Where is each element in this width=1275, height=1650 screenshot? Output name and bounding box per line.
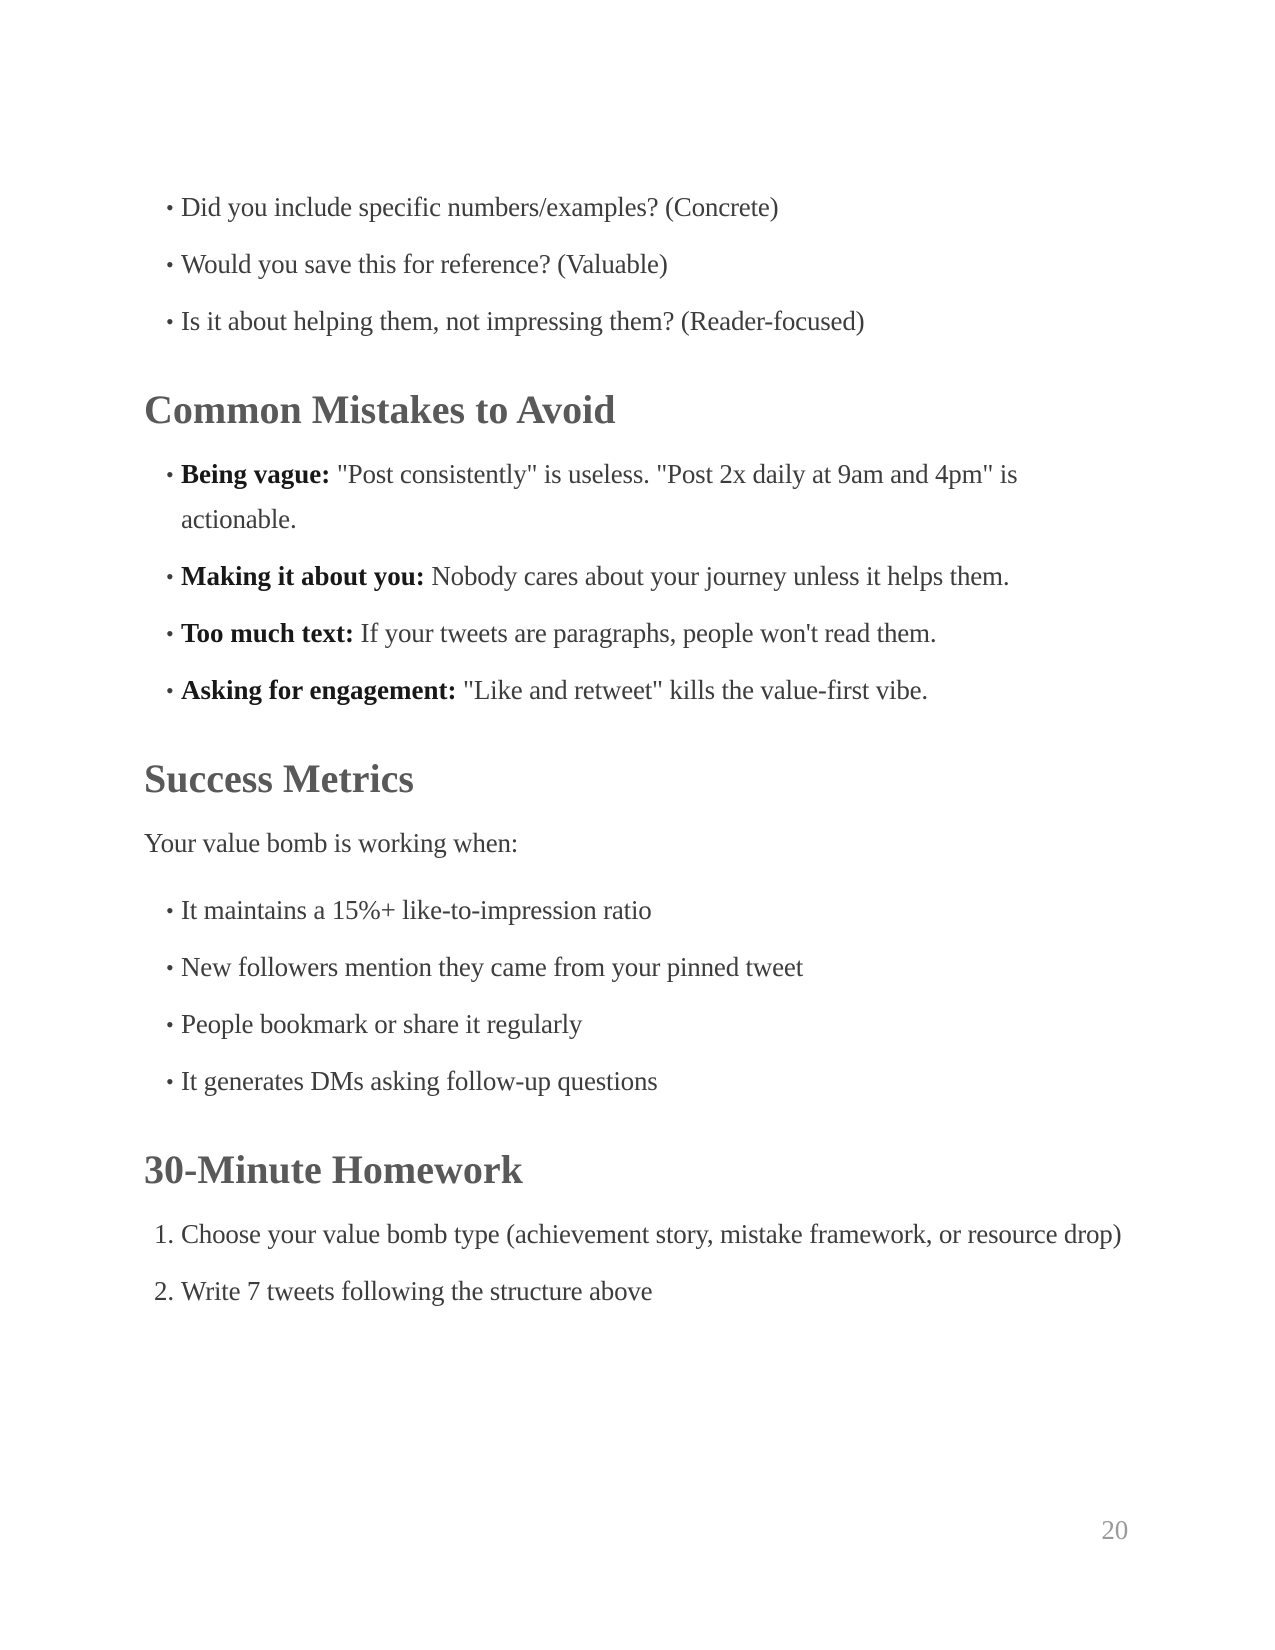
list-item xyxy=(144,452,1131,542)
list-item-bold-lead: Making it about you: xyxy=(181,561,425,591)
section-heading-success-metrics: Success Metrics xyxy=(144,756,414,801)
list-item xyxy=(144,945,1131,990)
list-item xyxy=(144,299,1131,344)
list-item-text: New followers mention they came from your pinned tweet xyxy=(181,952,804,982)
list-item-text: Write 7 tweets following the structure above xyxy=(181,1276,653,1306)
list-item-text: Did you include specific numbers/examples? (Concrete) xyxy=(181,192,779,222)
list-item-text: If your tweets are paragraphs, people won't read them. xyxy=(354,618,937,648)
list-item-text: "Post consistently" is useless. "Post 2x daily at 9am and 4pm" is actionable. xyxy=(181,459,1018,534)
list-item xyxy=(144,611,1131,656)
list-item-text: Nobody cares about your journey unless it helps them. xyxy=(424,561,1010,591)
list-item xyxy=(144,1059,1131,1104)
quality-checklist-bullet-list xyxy=(144,185,1131,344)
list-item xyxy=(144,1002,1131,1047)
list-item-bold-lead: Too much text: xyxy=(181,618,354,648)
section-heading-common-mistakes: Common Mistakes to Avoid xyxy=(144,387,616,432)
section-heading-homework: 30-Minute Homework xyxy=(144,1147,523,1192)
list-item xyxy=(144,888,1131,933)
numbered-list-item xyxy=(144,1269,1131,1314)
list-item-bold-lead: Being vague: xyxy=(181,459,331,489)
list-item xyxy=(144,554,1131,599)
success-metrics-intro: Your value bomb is working when: xyxy=(144,828,519,858)
list-item-text: Choose your value bomb type (achievement story, mistake framework, or resource drop) xyxy=(181,1219,1122,1249)
common-mistakes-bullet-list xyxy=(144,452,1131,713)
list-item xyxy=(144,668,1131,713)
list-item xyxy=(144,242,1131,287)
list-item-bold-lead: Asking for engagement: xyxy=(181,675,457,705)
success-metrics-bullet-list xyxy=(144,888,1131,1104)
list-item xyxy=(144,185,1131,230)
page-number: 20 xyxy=(1101,1515,1128,1545)
list-item-text: "Like and retweet" kills the value-first vibe. xyxy=(456,675,928,705)
numbered-list-item xyxy=(144,1212,1131,1257)
list-item-text: Is it about helping them, not impressing them? (Reader-focused) xyxy=(181,306,865,336)
homework-numbered-list xyxy=(144,1212,1131,1314)
list-item-text: People bookmark or share it regularly xyxy=(181,1009,583,1039)
list-item-text: Would you save this for reference? (Valuable) xyxy=(181,249,668,279)
list-item-text: It maintains a 15%+ like-to-impression ratio xyxy=(181,895,652,925)
list-item-text: It generates DMs asking follow-up questions xyxy=(181,1066,658,1096)
